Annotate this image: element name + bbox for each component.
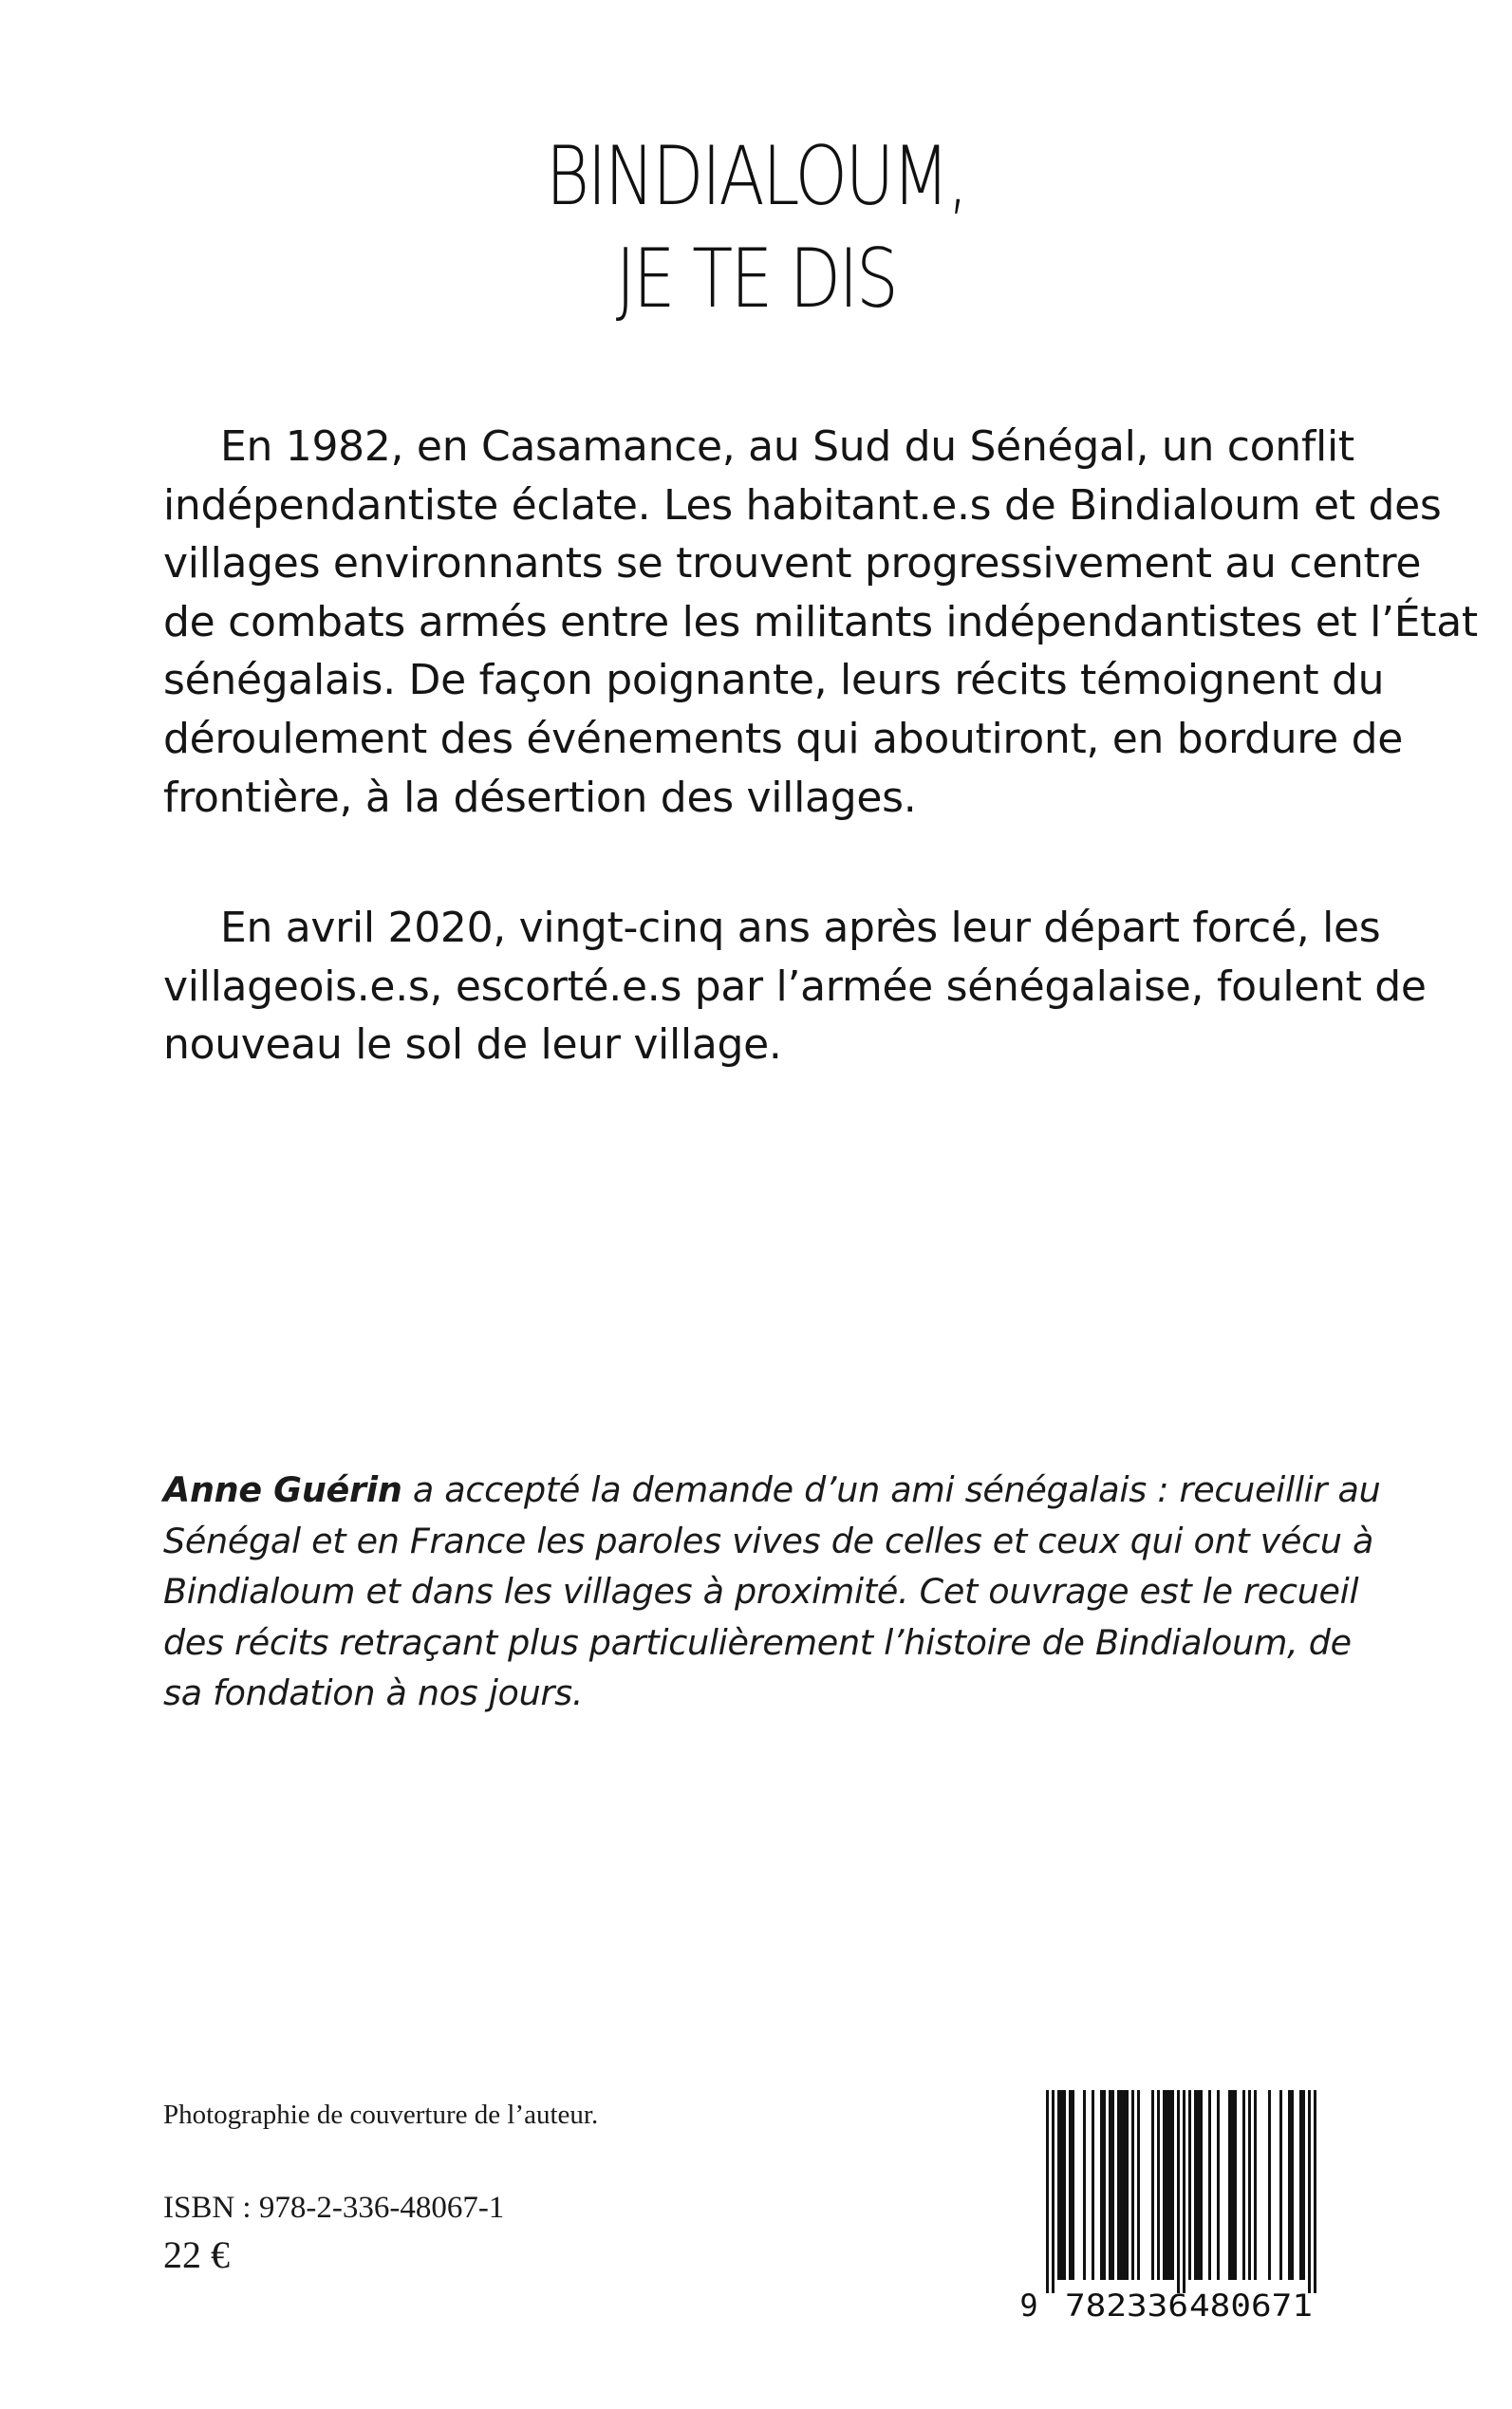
barcode-bar <box>1171 2090 1174 2280</box>
barcode-bar <box>1177 2090 1180 2293</box>
text-line: En avril 2020, vingt-cinq ans après leur départ forcé, les <box>220 904 1381 952</box>
barcode-digit: 9 <box>1019 2288 1038 2322</box>
price: 22 € <box>163 2233 230 2276</box>
book-title <box>136 125 1375 330</box>
barcode-bar <box>1168 2090 1171 2280</box>
barcode-bar <box>1234 2090 1237 2280</box>
text-line: sénégalais. De façon poignante, leurs récits témoignent du <box>163 656 1385 705</box>
author-bio-line: Bindialoum et dans les villages à proximité. Cet ouvrage est le recueil <box>163 1571 1359 1612</box>
barcode-graphic <box>1014 2084 1336 2322</box>
text-line: frontière, à la désertion des villages. <box>163 773 917 822</box>
barcode-bar <box>1092 2090 1094 2280</box>
barcode-bar <box>1126 2090 1129 2280</box>
author-bio <box>163 1465 1381 1719</box>
barcode-bar <box>1302 2090 1305 2280</box>
synopsis-paragraph-1 <box>163 418 1478 827</box>
text-line: villages environnants se trouvent progressivement au centre <box>163 539 1422 588</box>
text-line: déroulement des événements qui aboutiront, en bordure de <box>163 714 1403 763</box>
barcode-bar <box>1083 2090 1086 2280</box>
barcode-bar <box>1299 2090 1302 2280</box>
barcode-bar <box>1291 2090 1294 2280</box>
barcode-bar <box>1183 2090 1185 2293</box>
barcode-bar <box>1057 2090 1060 2280</box>
barcode-bar <box>1100 2090 1103 2280</box>
barcode-bar <box>1248 2090 1251 2280</box>
barcode-bar <box>1194 2090 1197 2280</box>
barcode-bar <box>1137 2090 1140 2280</box>
author-name: Anne Guérin <box>163 1469 402 1510</box>
barcode-bar <box>1242 2090 1245 2280</box>
synopsis-paragraph-2 <box>163 899 1427 1074</box>
author-bio-text: a accepté la demande d’un ami sénégalais : recueillir au <box>401 1469 1381 1510</box>
barcode-bar <box>1197 2090 1200 2280</box>
title-line-2: JE TE DIS <box>615 232 897 327</box>
barcode-bar <box>1268 2090 1271 2280</box>
text-line: de combats armés entre les militants indépendantistes et l’État <box>163 597 1478 646</box>
text-line: indépendantiste éclate. Les habitant.e.s de Bindialoum et des <box>163 480 1442 530</box>
barcode-digits-left: 782336 <box>1065 2288 1188 2322</box>
barcode-bar <box>1188 2090 1191 2280</box>
barcode-bar <box>1157 2090 1160 2280</box>
author-bio-line: Sénégal et en France les paroles vives de celles et ceux qui ont vécu à <box>163 1520 1374 1561</box>
barcode-bar <box>1217 2090 1220 2280</box>
barcode-bar <box>1060 2090 1063 2280</box>
barcode-bar <box>1308 2090 1311 2293</box>
barcode-bar <box>1228 2090 1231 2280</box>
barcode-bar <box>1279 2090 1282 2280</box>
text-line: En 1982, en Casamance, au Sud du Sénégal, un conflit <box>220 422 1354 471</box>
barcode-bar <box>1151 2090 1154 2280</box>
title-line-1: BINDIALOUM, <box>545 129 967 224</box>
photo-credit: Photographie de couverture de l’auteur. <box>163 2100 599 2130</box>
barcode-bar <box>1131 2090 1134 2280</box>
barcode-bar <box>1072 2090 1074 2280</box>
barcode-bar <box>1231 2090 1234 2280</box>
author-bio-line: sa fondation à nos jours. <box>163 1672 584 1713</box>
barcode-bar <box>1111 2090 1114 2280</box>
barcode-bar <box>1109 2090 1111 2280</box>
barcode-bar <box>1103 2090 1106 2280</box>
barcode-bar <box>1288 2090 1291 2280</box>
barcode-bar <box>1120 2090 1123 2280</box>
text-line: nouveau le sol de leur village. <box>163 1020 782 1070</box>
barcode-bar <box>1046 2090 1049 2293</box>
barcode-bar <box>1123 2090 1126 2280</box>
barcode-bar <box>1163 2090 1166 2280</box>
barcode-bar <box>1200 2090 1203 2280</box>
author-bio-line <box>163 1465 1381 1516</box>
barcode-bar <box>1314 2090 1316 2293</box>
barcode-bar <box>1063 2090 1066 2280</box>
barcode-digits-right: 480671 <box>1189 2288 1313 2322</box>
barcode-bar <box>1254 2090 1257 2280</box>
isbn: ISBN : 978-2-336-48067-1 <box>163 2191 505 2225</box>
barcode-bar <box>1117 2090 1120 2280</box>
barcode-bar <box>1052 2090 1055 2293</box>
text-line: villageois.e.s, escorté.e.s par l’armée sénégalaise, foulent de <box>163 962 1427 1011</box>
barcode-bar <box>1069 2090 1072 2280</box>
barcode-bar <box>1208 2090 1211 2280</box>
barcode-bar <box>1166 2090 1168 2280</box>
author-bio-line: des récits retraçant plus particulièrement l’histoire de Bindialoum, de <box>163 1621 1352 1663</box>
barcode <box>1014 2084 1336 2322</box>
